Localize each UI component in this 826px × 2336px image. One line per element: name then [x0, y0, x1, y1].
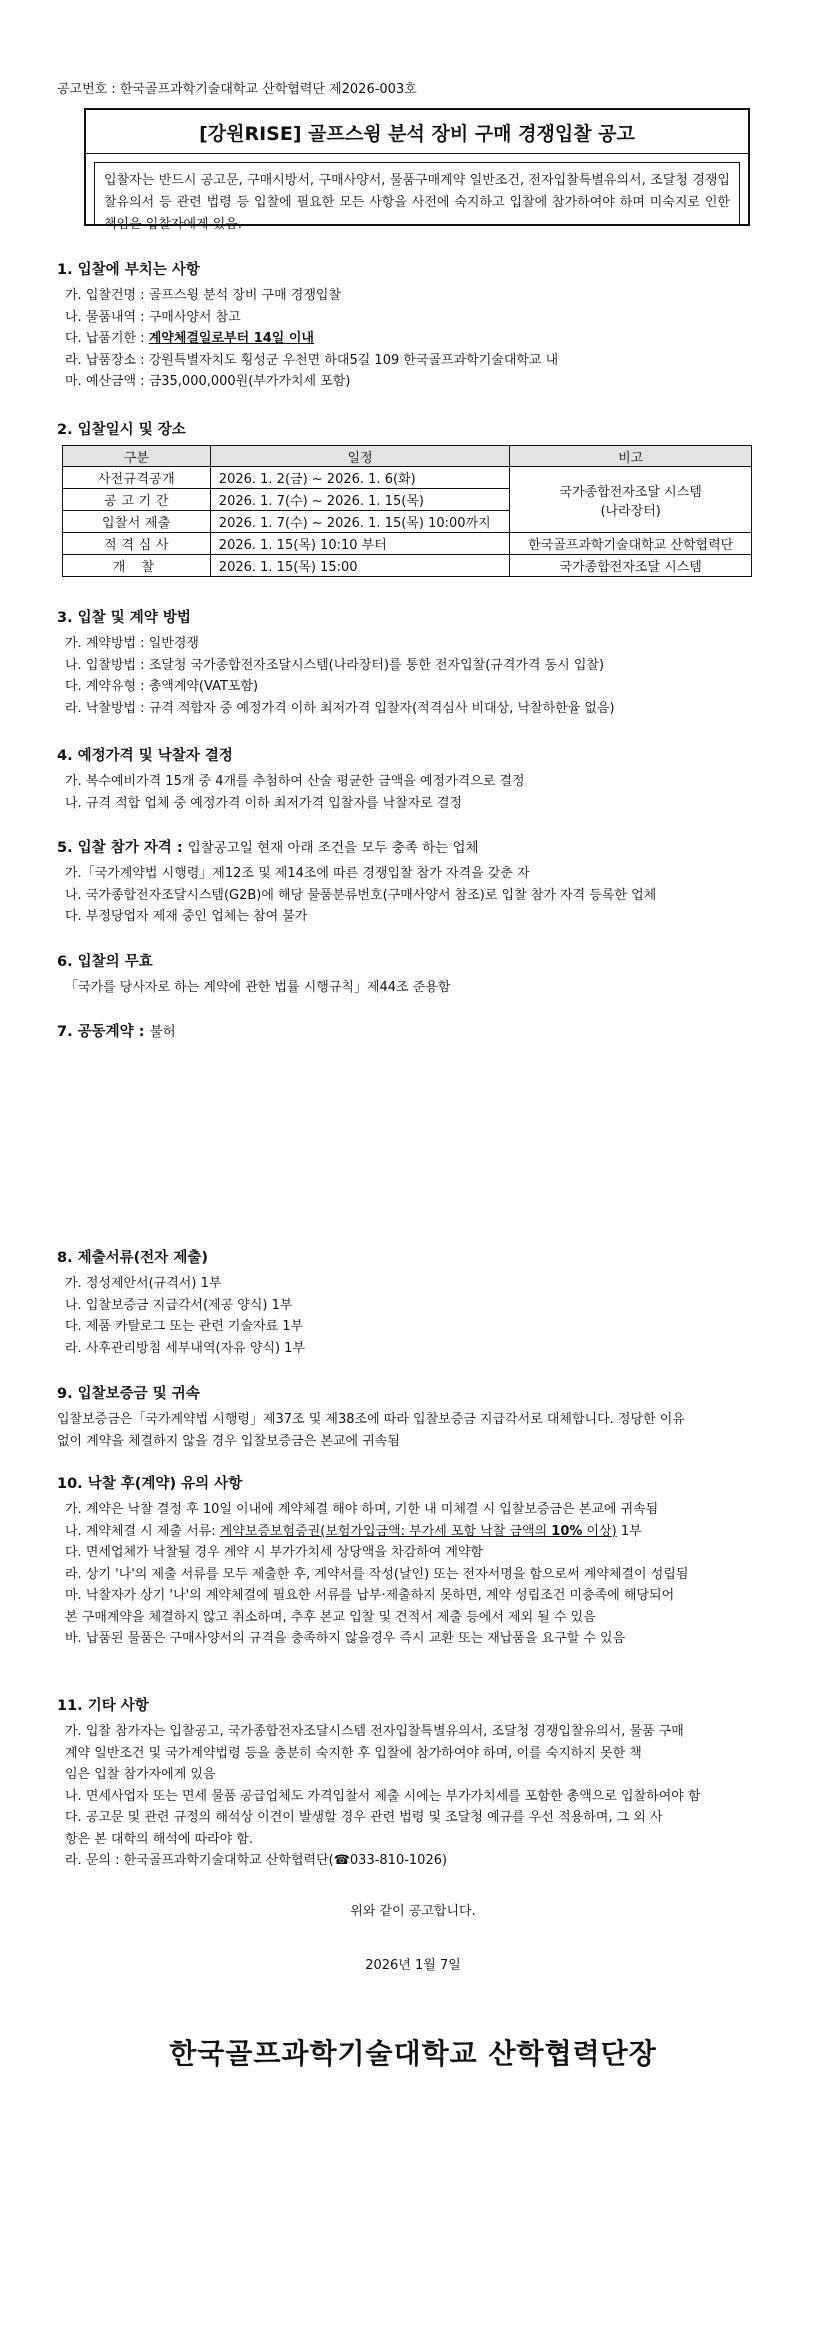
list-item: 가. 입찰 참가자는 입찰공고, 국가종합전자조달시스템 전자입찰특별유의서, 조달청 경쟁입찰유의서, 물품 구매: [65, 1724, 684, 1739]
list-item: 다. 공고문 및 관련 규정의 해석상 이견이 발생할 경우 관련 법령 및 조달청 예규를 우선 적용하며, 그 외 사: [65, 1810, 663, 1825]
section-title: [57, 836, 769, 857]
list-item: 마. 예산금액 : 금35,000,000원(부가가치세 포함): [65, 374, 351, 389]
list-item: 바. 납품된 물품은 구매사양서의 규격을 충족하지 않을경우 즉시 교환 또는 재납품을 요구할 수 있음: [65, 1631, 626, 1646]
section-title: [57, 1020, 769, 1041]
table-header: 구분: [63, 446, 211, 467]
section-invalid-bid: [57, 950, 769, 999]
section-after-award: [57, 1472, 769, 1650]
notice-date: 2026년 1월 7일: [365, 1958, 461, 1973]
table-row: [63, 533, 752, 555]
table-cell: 2026. 1. 15(목) 15:00: [210, 555, 510, 577]
table-header: 일정: [210, 446, 510, 467]
section-title-label: 7. 공동계약 :: [57, 1024, 150, 1040]
list-item: 라. 문의 : 한국골프과학기술대학교 산학협력단(☎033-810-1026): [65, 1853, 448, 1868]
table-cell: 한국골프과학기술대학교 산학협력단: [510, 533, 752, 555]
insurance-text-end: 이상): [582, 1523, 617, 1539]
section-title-text: 입찰공고일 현재 아래 조건을 모두 충족 하는 업체: [187, 840, 479, 856]
section-bid-method: [57, 606, 769, 719]
section-title: 2. 입찰일시 및 장소: [57, 422, 186, 438]
list-item: 항은 본 대학의 해석에 따라야 함.: [65, 1831, 254, 1847]
table-header-row: [63, 446, 752, 467]
list-item: 나. 면세사업자 또는 면세 물품 공급업체도 가격입찰서 제출 시에는 부가가치세를 포함한 총액으로 입찰하여야 함: [65, 1788, 701, 1804]
table-cell: 2026. 1. 2(금) ~ 2026. 1. 6(화): [210, 467, 510, 489]
table-row: [63, 467, 752, 489]
paragraph-line: 없이 계약을 체결하지 않을 경우 입찰보증금은 본교에 귀속됨: [57, 1433, 400, 1449]
list-item: 본 구매계약을 체결하지 않고 취소하며, 추후 본교 입찰 및 견적서 제출 등에서 제외 될 수 있음: [65, 1609, 596, 1625]
list-item: 가. 계약방법 : 일반경쟁: [65, 636, 199, 651]
list-item: 다. 제품 카탈로그 또는 관련 기술자료 1부: [65, 1319, 304, 1334]
table-cell: 국가종합전자조달 시스템: [510, 555, 752, 577]
list-item: 다. 계약유형 : 총액계약(VAT포함): [65, 679, 259, 694]
note-line: 국가종합전자조달 시스템: [559, 484, 702, 500]
list-item: 다. 부정당업자 제재 중인 업체는 참여 불가: [65, 909, 308, 924]
section-joint-contract: [57, 1020, 769, 1047]
table-cell: 공 고 기 간: [63, 489, 211, 511]
list-item: 가. 입찰건명 : 골프스윙 분석 장비 구매 경쟁입찰: [65, 288, 342, 303]
section-title: 6. 입찰의 무효: [57, 954, 153, 970]
section-title: 8. 제출서류(전자 제출): [57, 1250, 209, 1266]
section-title-text: 불허: [149, 1024, 176, 1040]
intro-notice: 입찰자는 반드시 공고문, 구매시방서, 구매사양서, 물품구매계약 일반조건, 전자입찰특별유의서, 조달청 경쟁입찰유의서 등 관련 법령 등 입찰에 필요한 모든 사항을 사전에 숙지하고 입찰에 참가하여야 하며 미숙지로 인한 책임은 입찰자에게 있음.: [94, 162, 740, 226]
list-item: [65, 1521, 769, 1543]
notice-number: 공고번호 : 한국골프과학기술대학교 산학협력단 제2026-003호: [57, 82, 417, 97]
list-item: 나. 규격 적합 업체 중 예정가격 이하 최저가격 입찰자를 낙찰자로 결정: [65, 795, 463, 811]
insurance-text: 계약보증보험증권(보험가입금액: 부가세 포함 낙찰 금액의: [219, 1523, 552, 1539]
issuer-signature: 한국골프과학기술대학교 산학협력단장: [169, 2037, 657, 2070]
list-item: 가.「국가계약법 시행령」제12조 및 제14조에 따른 경쟁입찰 참가 자격을 갖춘 자: [65, 866, 530, 881]
list-item: 라. 납품장소 : 강원특별자치도 횡성군 우천면 하대5길 109 한국골프과학기술대학교 내: [65, 352, 559, 368]
table-cell: 개 찰: [63, 555, 211, 577]
section-eligibility: [57, 836, 769, 928]
table-row: [63, 555, 752, 577]
list-item: 임은 입찰 참가자에게 있음: [65, 1767, 216, 1782]
section-title: 3. 입찰 및 계약 방법: [57, 610, 191, 626]
section-etc: [57, 1694, 769, 1872]
section-title: 4. 예정가격 및 낙찰자 결정: [57, 748, 233, 764]
section-price-decision: [57, 744, 769, 814]
insurance-percent: 10%: [551, 1523, 583, 1539]
table-cell: 사전규격공개: [63, 467, 211, 489]
section-title: 1. 입찰에 부치는 사항: [57, 262, 200, 278]
table-cell: 적 격 심 사: [63, 533, 211, 555]
list-item: 마. 낙찰자가 상기 '나'의 계약체결에 필요한 서류를 납부·제출하지 못하면, 계약 성립조건 미충족에 해당되어: [65, 1588, 675, 1603]
list-item: [65, 328, 769, 350]
deadline-label: 다. 납품기한 :: [65, 331, 149, 346]
section-documents: [57, 1246, 769, 1359]
item-suffix: 1부: [616, 1523, 642, 1539]
list-item: 가. 계약은 낙찰 결정 후 10일 이내에 계약체결 해야 하며, 기한 내 미체결 시 입찰보증금은 본교에 귀속됨: [65, 1502, 659, 1517]
list-item: 라. 상기 '나'의 제출 서류를 모두 제출한 후, 계약서를 작성(날인) 또는 전자서명을 함으로써 계약체결이 성립됨: [65, 1566, 689, 1582]
list-item: 다. 면세업체가 낙찰될 경우 계약 시 부가가치세 상당액을 차감하여 계약함: [65, 1545, 484, 1560]
closing-statement: 위와 같이 공고합니다.: [350, 1904, 476, 1919]
deadline-value: 계약체결일로부터 14일 이내: [148, 331, 314, 346]
section-title: 11. 기타 사항: [57, 1698, 149, 1714]
section-title-label: 5. 입찰 참가 자격 :: [57, 840, 188, 856]
title-box: [84, 108, 750, 232]
list-item: 가. 복수예비가격 15개 중 4개를 추첨하여 산술 평균한 금액을 예정가격으로 결정: [65, 774, 525, 789]
list-item: 가. 정성제안서(규격서) 1부: [65, 1276, 222, 1291]
list-item: 나. 입찰보증금 지급각서(제공 양식) 1부: [65, 1297, 293, 1313]
note-line: (나라장터): [600, 503, 661, 519]
table-cell: 입찰서 제출: [63, 511, 211, 533]
section-deposit: [57, 1382, 769, 1452]
section-schedule: [57, 418, 769, 577]
list-item: 나. 물품내역 : 구매사양서 참고: [65, 309, 241, 325]
table-cell: 2026. 1. 7(수) ~ 2026. 1. 15(목): [210, 489, 510, 511]
table-cell: 2026. 1. 15(목) 10:10 부터: [210, 533, 510, 555]
page-title: [강원RISE] 골프스윙 분석 장비 구매 경쟁입찰 공고: [86, 110, 748, 154]
section-bid-items: [57, 258, 769, 393]
item-prefix: 나. 계약체결 시 제출 서류:: [65, 1523, 220, 1539]
list-item: 나. 입찰방법 : 조달청 국가종합전자조달시스템(나라장터)를 통한 전자입찰(규격가격 동시 입찰): [65, 657, 605, 673]
list-item: 라. 사후관리방침 세부내역(자유 양식) 1부: [65, 1340, 306, 1356]
list-item: 「국가를 당사자로 하는 계약에 관한 법률 시행규칙」제44조 준용함: [65, 980, 451, 995]
table-header: 비고: [510, 446, 752, 467]
list-item: 계약 일반조건 및 국가계약법령 등을 충분히 숙지한 후 입찰에 참가하여야 하며, 이를 숙지하지 못한 책: [65, 1745, 642, 1761]
table-cell: 2026. 1. 7(수) ~ 2026. 1. 15(목) 10:00까지: [210, 511, 510, 533]
list-item: 나. 국가종합전자조달시스템(G2B)에 해당 물품분류번호(구매사양서 참조)로 입찰 참가 자격 등록한 업체: [65, 887, 657, 903]
section-title: 10. 낙찰 후(계약) 유의 사항: [57, 1476, 243, 1492]
section-title: 9. 입찰보증금 및 귀속: [57, 1386, 200, 1402]
list-item: 라. 낙찰방법 : 규격 적합자 중 예정가격 이하 최저가격 입찰자(적격심사 비대상, 낙찰하한율 없음): [65, 700, 615, 716]
schedule-table: [62, 445, 752, 577]
paragraph-line: 입찰보증금은「국가계약법 시행령」제37조 및 제38조에 따라 입찰보증금 지급각서로 대체합니다. 정당한 이유: [57, 1412, 685, 1427]
table-cell: [510, 467, 752, 533]
